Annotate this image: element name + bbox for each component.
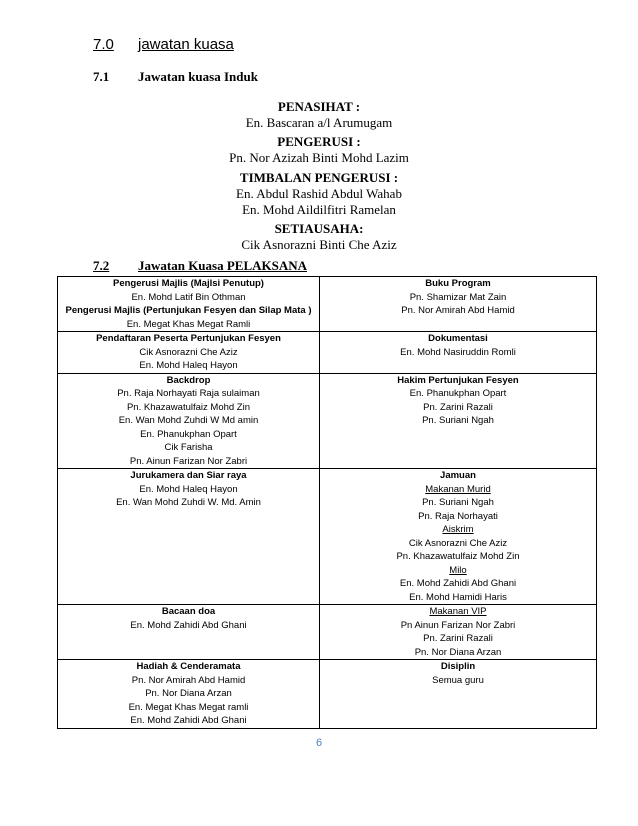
induk-pengerusi	[0, 134, 638, 166]
table-row	[58, 469, 597, 605]
table-row	[58, 332, 597, 374]
role-label: TIMBALAN PENGERUSI :	[239, 170, 399, 185]
cell-heading: Backdrop	[166, 374, 211, 386]
member-name: Pn. Khazawatulfaiz Mohd Zin	[126, 401, 251, 413]
member-name: En. Mohd Hamidi Haris	[409, 591, 507, 603]
cell-heading: Pendaftaran Peserta Pertunjukan Fesyen	[96, 333, 281, 344]
table-cell	[58, 660, 320, 729]
section-7-0-title: jawatan kuasa	[138, 36, 234, 53]
table-cell	[320, 469, 597, 605]
member-name: Pn. Nor Diana Arzan	[414, 646, 502, 658]
member-name: Pn. Nor Amirah Abd Hamid	[401, 305, 515, 316]
member-name: En. Mohd Nasiruddin Romli	[400, 346, 516, 358]
member-name: En. Mohd Latif Bin Othman	[131, 291, 246, 303]
cell-heading: Pengerusi Majlis (Pertunjukan Fesyen dan Silap Mata )	[65, 305, 312, 316]
section-7-0-number: 7.0	[93, 36, 114, 53]
table-row	[58, 373, 597, 469]
member-name: En. Wan Mohd Zuhdi W Md amin	[118, 415, 259, 426]
member-name: Cik Farisha	[164, 442, 213, 453]
page-number: 6	[315, 737, 323, 749]
cell-heading: Jurukamera dan Siar raya	[130, 470, 247, 481]
induk-penasihat	[0, 99, 638, 131]
subheading: Makanan VIP	[429, 606, 487, 617]
subheading: Milo	[449, 564, 467, 576]
table-cell	[58, 373, 320, 469]
member-name: En. Bascaran a/l Arumugam	[245, 115, 393, 130]
table-cell	[58, 277, 320, 332]
cell-heading: Hakim Pertunjukan Fesyen	[397, 374, 519, 386]
member-name: Pn. Ainun Farizan Nor Zabri	[129, 455, 248, 467]
pelaksana-table	[57, 276, 597, 729]
table-cell	[58, 605, 320, 660]
section-7-2-number: 7.2	[93, 258, 110, 273]
member-name: En. Mohd Zahidi Abd Ghani	[130, 715, 247, 726]
member-name: Pn Ainun Farizan Nor Zabri	[400, 619, 516, 631]
table-cell	[320, 373, 597, 469]
cell-heading: Hadiah & Cenderamata	[136, 661, 241, 672]
section-7-1-number: 7.1	[93, 69, 110, 84]
member-name: Pn. Suriani Ngah	[422, 497, 494, 508]
member-name: Pn. Shamizar Mat Zain	[409, 291, 507, 303]
member-name: Cik Asnorazni Che Aziz	[408, 537, 508, 549]
table-row	[58, 660, 597, 729]
member-name: En. Megat Khas Megat ramli	[128, 701, 249, 713]
role-label: PENASIHAT :	[277, 99, 361, 114]
role-label: SETIAUSAHA:	[274, 221, 364, 236]
member-name: En. Mohd Haleq Hayon	[139, 483, 238, 495]
cell-heading: Disiplin	[440, 661, 476, 672]
cell-heading: Pengerusi Majlis (Majlsi Penutup)	[113, 278, 264, 289]
member-name: Pn. Nor Azizah Binti Mohd Lazim	[229, 150, 409, 165]
cell-heading: Dokumentasi	[428, 333, 488, 344]
section-7-1-title: Jawatan kuasa Induk	[138, 69, 258, 84]
member-name: En. Wan Mohd Zuhdi W. Md. Amin	[116, 497, 261, 508]
cell-heading: Bacaan doa	[161, 606, 216, 617]
member-name: En. Megat Khas Megat Ramli	[126, 318, 251, 330]
table-cell	[58, 332, 320, 374]
member-name: Pn. Nor Diana Arzan	[145, 688, 232, 699]
member-name: En. Phanukphan Opart	[140, 428, 237, 440]
member-name: Pn. Khazawatulfaiz Mohd Zin	[396, 551, 520, 562]
table-row	[58, 277, 597, 332]
induk-setiausaha	[0, 221, 638, 253]
subheading: Aiskrim	[442, 524, 474, 535]
subheading: Makanan Murid	[425, 483, 491, 495]
induk-timbalan-pengerusi	[0, 170, 638, 218]
member-name: Pn. Raja Norhayati	[418, 510, 498, 522]
table-cell	[320, 660, 597, 729]
member-name: En. Mohd Zahidi Abd Ghani	[399, 578, 517, 589]
table-cell	[320, 605, 597, 660]
member-name: Pn. Nor Amirah Abd Hamid	[131, 674, 246, 686]
member-name: Cik Asnorazni Che Aziz	[139, 346, 238, 358]
section-7-2-title: Jawatan Kuasa PELAKSANA	[138, 258, 308, 273]
table-cell	[320, 277, 597, 332]
member-name: En. Mohd Aildilfitri Ramelan	[242, 202, 396, 217]
table-cell	[320, 332, 597, 374]
member-name: En. Mohd Haleq Hayon	[139, 360, 238, 371]
table-row	[58, 605, 597, 660]
role-label: PENGERUSI :	[277, 134, 361, 149]
member-name: Cik Asnorazni Binti Che Aziz	[241, 237, 397, 252]
member-name: Pn. Suriani Ngah	[422, 415, 494, 426]
member-name: En. Mohd Zahidi Abd Ghani	[130, 619, 247, 631]
member-name: En. Abdul Rashid Abdul Wahab	[236, 186, 402, 201]
member-name: Pn. Zarini Razali	[423, 633, 493, 644]
cell-heading: Buku Program	[425, 278, 491, 289]
table-cell	[58, 469, 320, 605]
member-name: Pn. Raja Norhayati Raja sulaiman	[117, 388, 260, 399]
cell-heading: Jamuan	[440, 470, 476, 481]
member-name: Pn. Zarini Razali	[423, 401, 493, 413]
member-name: Semua guru	[432, 674, 484, 686]
member-name: En. Phanukphan Opart	[409, 388, 507, 399]
